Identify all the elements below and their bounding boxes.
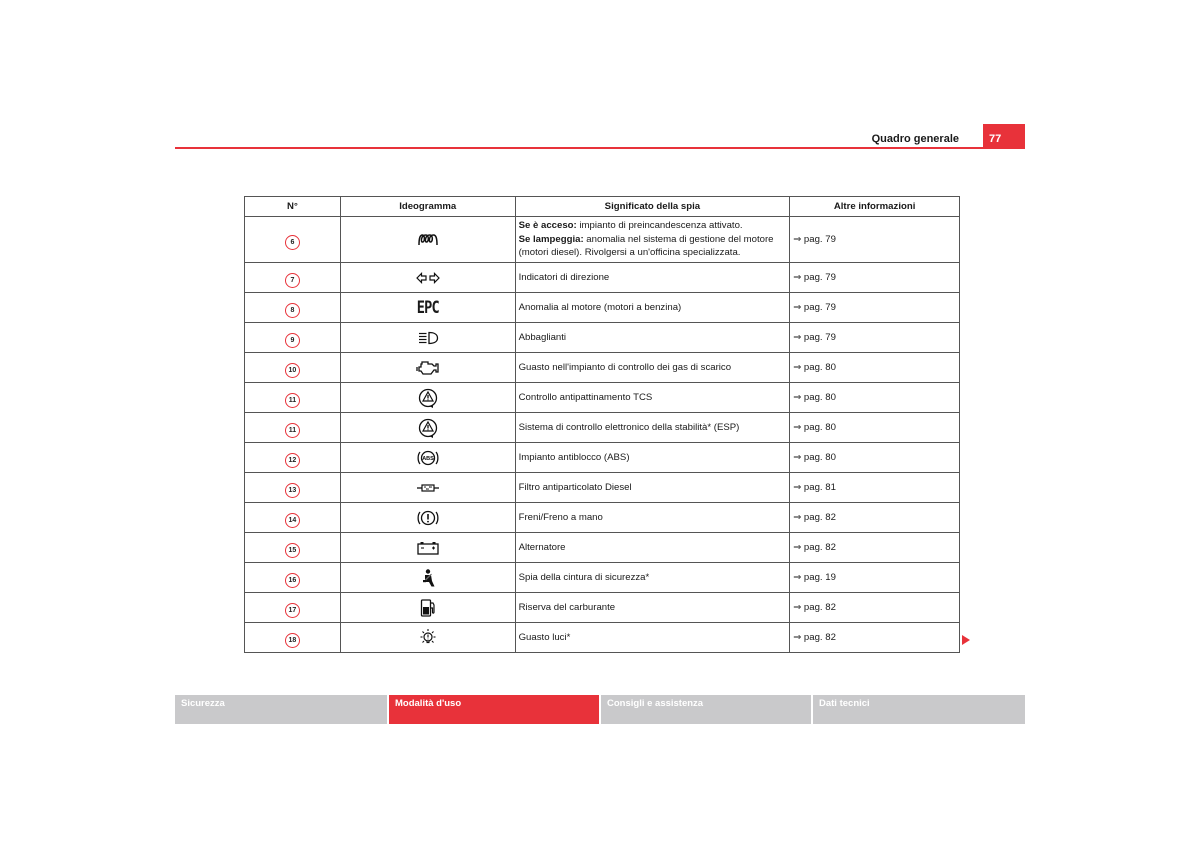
ideogram-cell [340, 263, 515, 293]
table-row [245, 293, 960, 323]
tab-consigli-assistenza[interactable]: Consigli e assistenza [601, 695, 811, 724]
row-number: 7 [285, 273, 300, 288]
table-row [245, 383, 960, 413]
meaning-text: Controllo antipattinamento TCS [515, 383, 790, 413]
tab-sicurezza[interactable]: Sicurezza [175, 695, 387, 724]
column-header-num: N° [245, 197, 341, 217]
ideogram-cell [340, 623, 515, 653]
status-text-blink: anomalia nel sistema di gestione del motore (motori diesel). Rivolgersi a un'officina specializzata. [518, 233, 774, 259]
battery-icon [416, 541, 440, 555]
ideogram-cell [340, 563, 515, 593]
meaning-text: Impianto antiblocco (ABS) [515, 443, 790, 473]
page-reference: ⇒ pag. 82 [790, 593, 960, 623]
abs-icon-text: ABS [421, 455, 434, 462]
epc-icon: EPC [416, 297, 439, 318]
page-reference: ⇒ pag. 79 [790, 263, 960, 293]
table-row [245, 443, 960, 473]
row-number-cell [245, 473, 341, 503]
meaning-text: Alternatore [515, 533, 790, 563]
row-number: 11 [285, 423, 300, 438]
row-number-cell [245, 353, 341, 383]
table-header-row [245, 197, 960, 217]
row-number: 11 [285, 393, 300, 408]
page-number: 77 [983, 124, 1025, 149]
engine-icon [416, 360, 440, 376]
stability-control-icon [417, 418, 439, 438]
row-number-cell [245, 323, 341, 353]
meaning-text: Abbaglianti [515, 323, 790, 353]
header-rule [175, 147, 1025, 149]
table-row [245, 503, 960, 533]
ideogram-cell [340, 473, 515, 503]
table-row [245, 413, 960, 443]
table-row [245, 353, 960, 383]
meaning-text: Sistema di controllo elettronico della stabilità* (ESP) [515, 413, 790, 443]
table-row [245, 593, 960, 623]
row-number-cell [245, 593, 341, 623]
row-number-cell [245, 413, 341, 443]
turn-signals-icon [416, 272, 440, 284]
page-reference: ⇒ pag. 79 [790, 323, 960, 353]
row-number-cell [245, 503, 341, 533]
row-number-cell [245, 383, 341, 413]
ideogram-cell [340, 593, 515, 623]
column-header-ideogram: Ideogramma [340, 197, 515, 217]
table-row [245, 623, 960, 653]
meaning-text: Spia della cintura di sicurezza* [515, 563, 790, 593]
meaning-text: Riserva del carburante [515, 593, 790, 623]
row-number: 12 [285, 453, 300, 468]
fuel-pump-icon [419, 598, 437, 618]
status-text-on: impianto di preincandescenza attivato. [576, 220, 743, 232]
page-reference: ⇒ pag. 80 [790, 443, 960, 473]
page-reference: ⇒ pag. 80 [790, 353, 960, 383]
row-number: 6 [285, 235, 300, 250]
row-number-cell [245, 533, 341, 563]
particulate-filter-icon [416, 483, 440, 493]
tab-modalita-duso[interactable]: Modalità d'uso [389, 695, 599, 724]
row-number: 9 [285, 333, 300, 348]
ideogram-cell [340, 293, 515, 323]
meaning-text: Guasto luci* [515, 623, 790, 653]
row-number: 13 [285, 483, 300, 498]
ideogram-cell [340, 323, 515, 353]
row-number: 17 [285, 603, 300, 618]
row-number-cell [245, 443, 341, 473]
page-reference: ⇒ pag. 19 [790, 563, 960, 593]
row-number-cell [245, 563, 341, 593]
high-beam-icon [417, 331, 439, 345]
table-row [245, 217, 960, 263]
glow-plug-icon [417, 233, 439, 247]
ideogram-cell [340, 413, 515, 443]
table-row [245, 533, 960, 563]
row-number: 15 [285, 543, 300, 558]
meaning-text: Filtro antiparticolato Diesel [515, 473, 790, 503]
table-row [245, 263, 960, 293]
status-label-on: Se è acceso: [518, 220, 577, 232]
row-number: 16 [285, 573, 300, 588]
row-number: 8 [285, 303, 300, 318]
row-number: 10 [285, 363, 300, 378]
page-header [175, 124, 1025, 150]
ideogram-cell [340, 533, 515, 563]
meaning-text: Anomalia al motore (motori a benzina) [515, 293, 790, 323]
traction-control-icon [417, 388, 439, 408]
row-number-cell [245, 623, 341, 653]
column-header-info: Altre informazioni [790, 197, 960, 217]
page-reference: ⇒ pag. 79 [790, 217, 960, 263]
tab-dati-tecnici[interactable]: Dati tecnici [813, 695, 1025, 724]
row-number-cell [245, 263, 341, 293]
warning-lights-table [244, 196, 960, 653]
page-reference: ⇒ pag. 79 [790, 293, 960, 323]
page-reference: ⇒ pag. 82 [790, 533, 960, 563]
ideogram-cell [340, 443, 515, 473]
section-title: Quadro generale [871, 133, 959, 145]
footer-nav [175, 695, 1025, 724]
table-row [245, 473, 960, 503]
ideogram-cell [340, 353, 515, 383]
meaning-text: Indicatori di direzione [515, 263, 790, 293]
continue-arrow-icon [962, 635, 970, 645]
column-header-meaning: Significato della spia [515, 197, 790, 217]
ideogram-cell [340, 217, 515, 263]
bulb-failure-icon [417, 628, 439, 648]
meaning-cell [515, 217, 790, 263]
page-reference: ⇒ pag. 80 [790, 383, 960, 413]
meaning-text: Guasto nell'impianto di controllo dei gas di scarico [515, 353, 790, 383]
page-reference: ⇒ pag. 82 [790, 623, 960, 653]
row-number-cell [245, 217, 341, 263]
page-reference: ⇒ pag. 80 [790, 413, 960, 443]
page-reference: ⇒ pag. 82 [790, 503, 960, 533]
seatbelt-icon [418, 568, 438, 588]
row-number-cell [245, 293, 341, 323]
row-number: 18 [285, 633, 300, 648]
abs-icon [416, 449, 440, 467]
row-number: 14 [285, 513, 300, 528]
status-label-blink: Se lampeggia: [518, 233, 584, 245]
table-row [245, 323, 960, 353]
table-row [245, 563, 960, 593]
ideogram-cell [340, 383, 515, 413]
page-reference: ⇒ pag. 81 [790, 473, 960, 503]
meaning-text: Freni/Freno a mano [515, 503, 790, 533]
ideogram-cell [340, 503, 515, 533]
brake-icon [416, 509, 440, 527]
